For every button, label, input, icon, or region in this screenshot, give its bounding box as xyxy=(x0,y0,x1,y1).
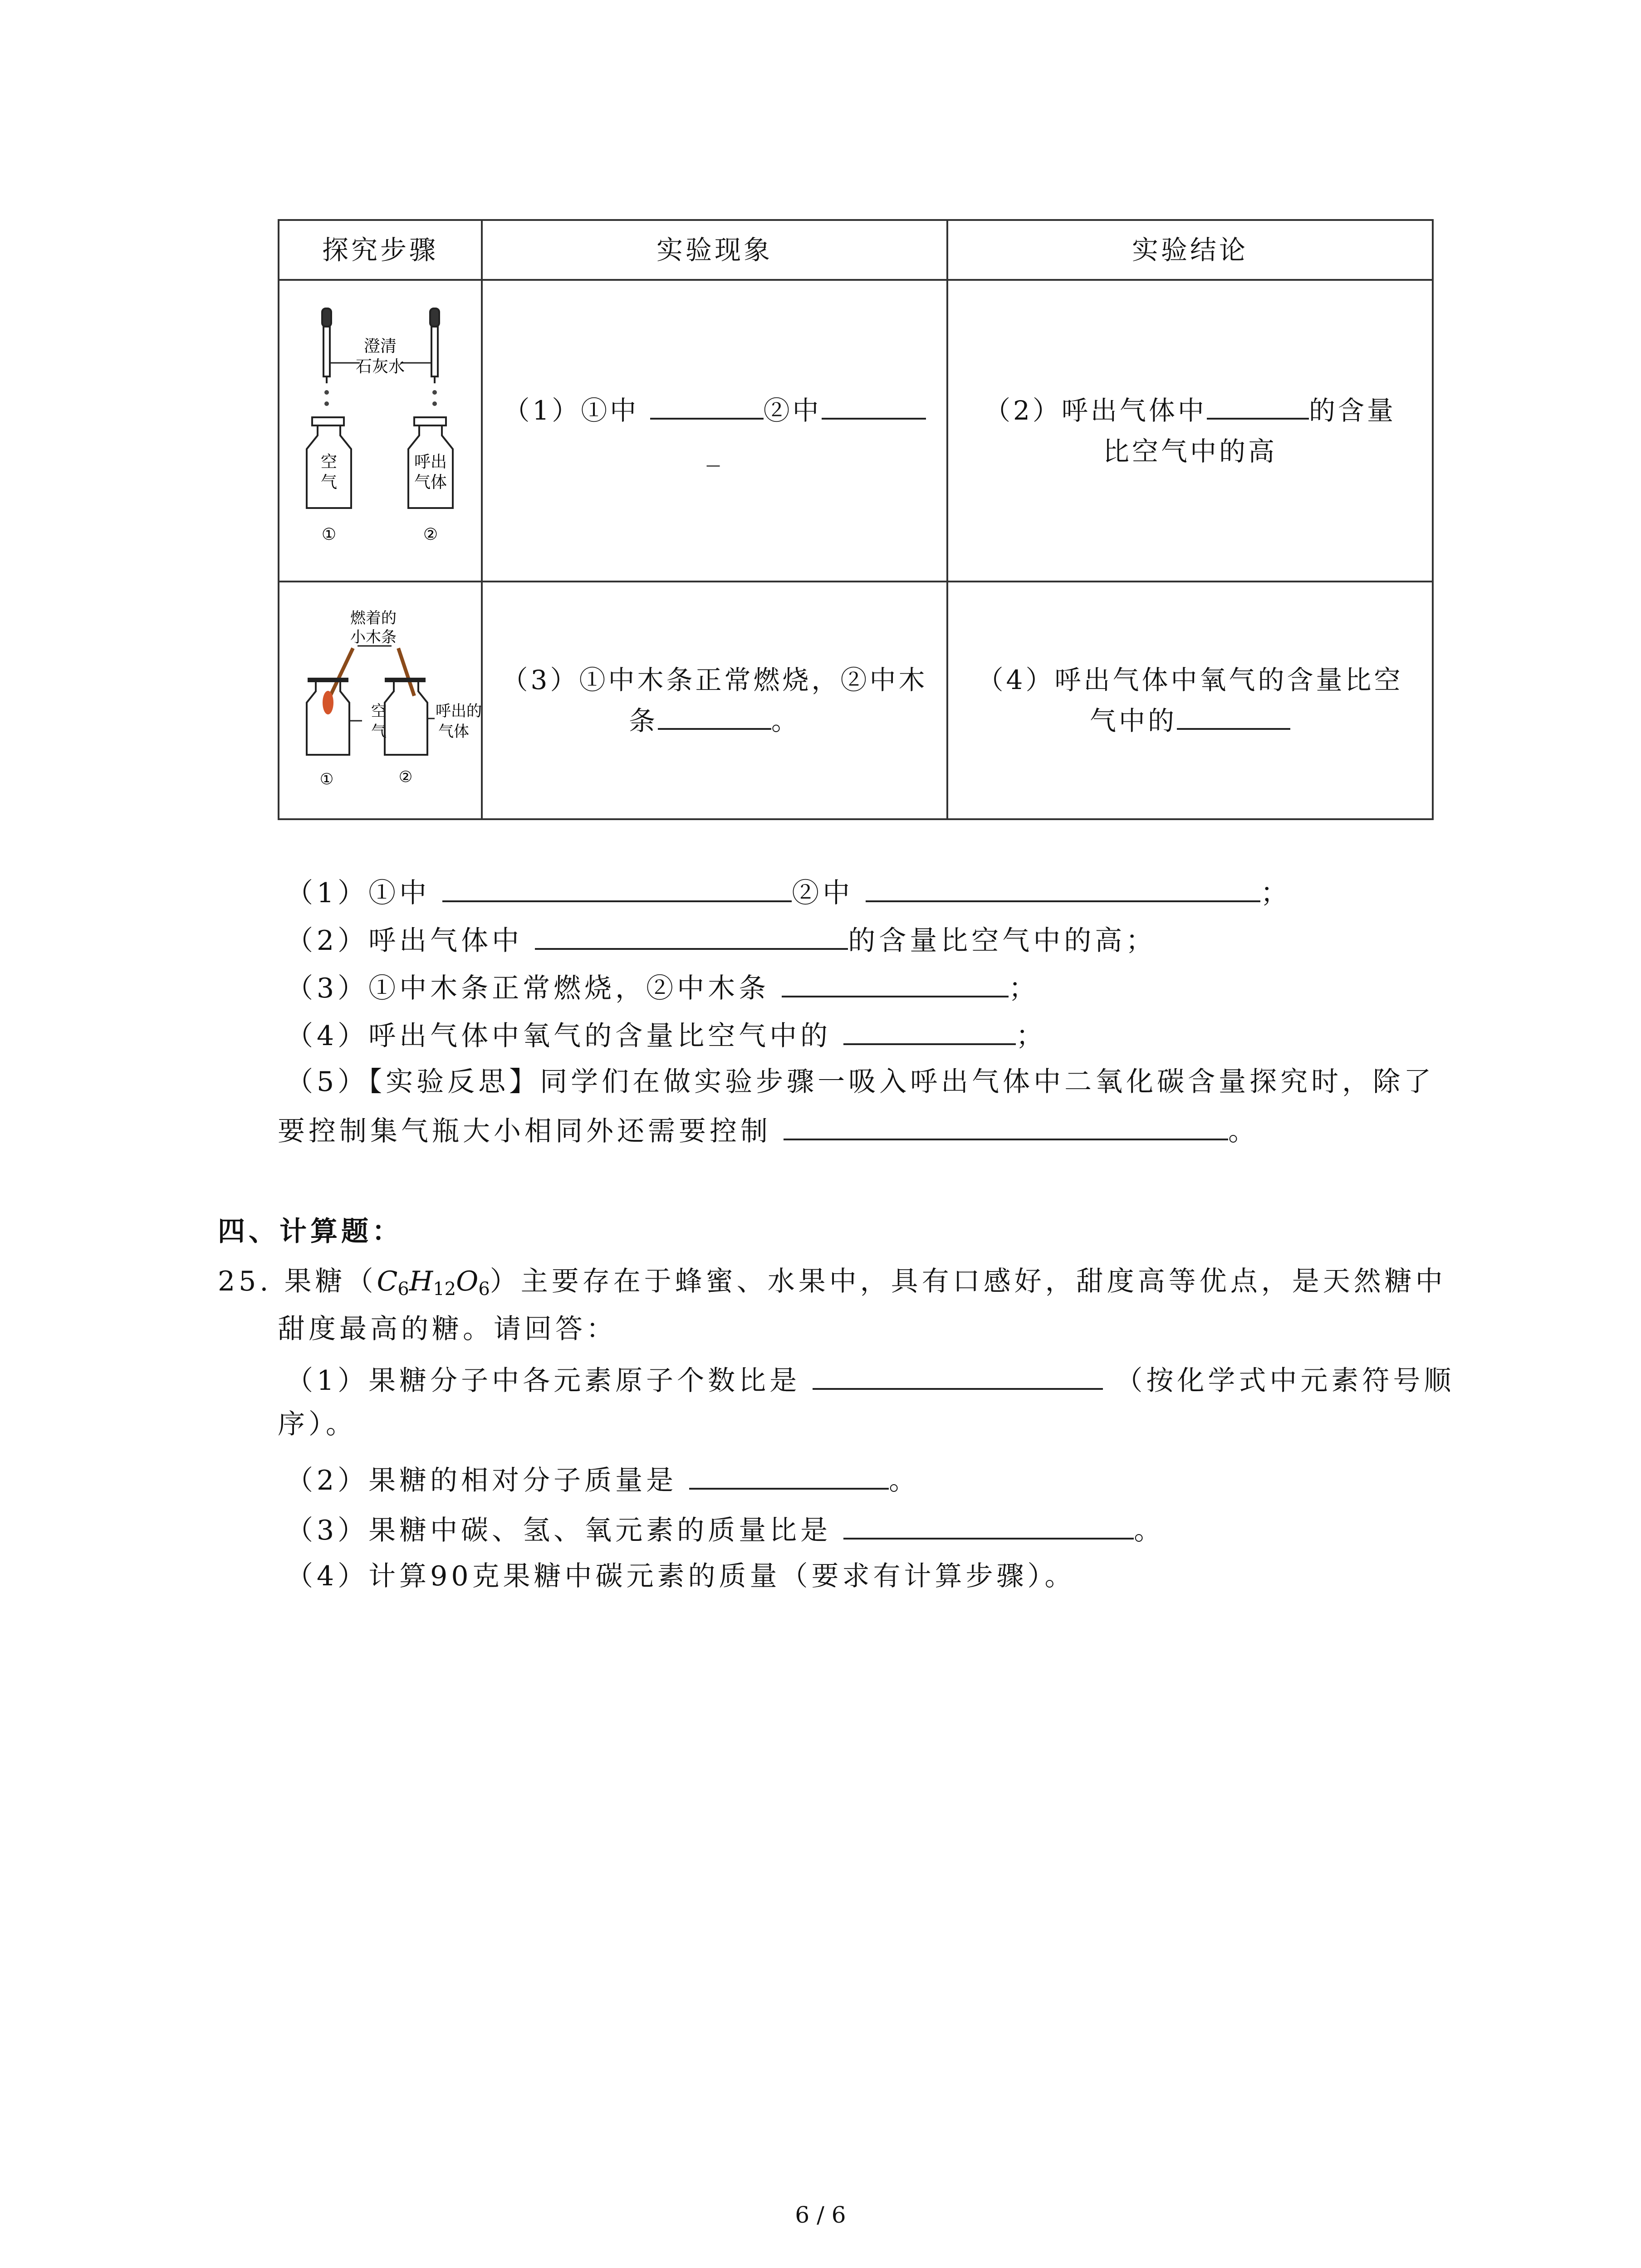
limewater-figure-cell xyxy=(279,280,482,582)
question-text: （2）果糖的相对分子质量是 xyxy=(286,1465,677,1496)
conclusion-text: 气中的 xyxy=(1089,705,1177,736)
dropper-icon xyxy=(322,308,331,383)
bottle-number: ① xyxy=(319,771,334,788)
answer-blank[interactable] xyxy=(866,873,1260,902)
question-25-line-2 xyxy=(278,1311,617,1347)
phenomenon-cell-1 xyxy=(482,280,947,582)
sub-question-2 xyxy=(286,1461,920,1499)
question-text: ； xyxy=(1009,973,1040,1004)
answer-blank[interactable] xyxy=(782,968,1009,997)
sub-question-1b xyxy=(278,1406,357,1442)
conclusion-text: 的含量 xyxy=(1308,395,1396,426)
answer-blank[interactable] xyxy=(442,873,792,902)
answer-line-4 xyxy=(286,1016,1047,1054)
stick-label: 小木条 xyxy=(350,629,397,646)
bottle-number: ① xyxy=(321,524,337,543)
answer-blank[interactable] xyxy=(1177,702,1290,730)
table-row xyxy=(279,582,1433,819)
burning-stick-figure xyxy=(294,605,482,796)
flame-icon xyxy=(323,691,333,714)
answer-line-5 xyxy=(286,1064,1435,1100)
phenomenon-text: 。 xyxy=(771,705,801,736)
question-text: 要控制集气瓶大小相同外还需要控制 xyxy=(278,1115,771,1147)
conclusion-text: 比空气中的高 xyxy=(1102,435,1277,467)
question-25-line-1 xyxy=(218,1263,1446,1307)
wooden-stick-icon xyxy=(330,648,353,696)
header-phenomenon: 实验现象 xyxy=(482,220,947,280)
sub-question-3 xyxy=(286,1510,1165,1549)
question-text: 。 xyxy=(889,1465,920,1496)
answer-blank[interactable] xyxy=(813,1361,1103,1390)
reagent-label: 石灰水 xyxy=(355,357,405,376)
conclusion-cell-2 xyxy=(947,582,1433,819)
stick-label: 燃着的 xyxy=(350,610,397,627)
bottle-label: 呼出的 xyxy=(436,703,482,720)
chemical-formula: $C_6H_{12}O_6$ xyxy=(377,1266,490,1300)
question-text: （3）果糖中碳、氢、氧元素的质量比是 xyxy=(286,1515,832,1546)
answer-line-3 xyxy=(286,968,1039,1007)
limewater-bottles-figure xyxy=(299,304,462,558)
question-text: （5）【实验反思】同学们在做实验步骤一吸入呼出气体中二氧化碳含量探究时，除了 xyxy=(286,1066,1435,1098)
header-conclusion: 实验结论 xyxy=(947,220,1433,280)
conclusion-text: （4）呼出气体中氧气的含量比空 xyxy=(977,665,1403,695)
question-text: （1）①中 xyxy=(286,877,431,909)
burning-stick-figure-cell xyxy=(279,582,482,819)
sub-question-4 xyxy=(286,1558,1076,1594)
answer-blank[interactable] xyxy=(535,921,848,950)
answer-blank[interactable] xyxy=(822,391,926,420)
question-text: （4）计算90克果糖中碳元素的质量（要求有计算步骤）。 xyxy=(286,1560,1076,1592)
sub-question-1 xyxy=(286,1361,1455,1399)
phenomenon-cell-2 xyxy=(482,582,947,819)
answer-blank[interactable] xyxy=(650,391,764,420)
reagent-label: 澄清 xyxy=(363,336,397,355)
answer-blank[interactable] xyxy=(843,1510,1134,1540)
question-text: 序）。 xyxy=(278,1408,357,1440)
question-text: （3）①中木条正常燃烧，②中木条 xyxy=(286,973,770,1004)
wooden-stick-icon xyxy=(398,648,414,696)
bottle-label: 气体 xyxy=(414,472,447,491)
question-text: 。 xyxy=(1228,1115,1259,1147)
question-text: ； xyxy=(1016,1020,1047,1052)
phenomenon-text: （1）①中 xyxy=(503,395,639,426)
page-number: 6 / 6 xyxy=(795,2202,846,2228)
question-text: 。 xyxy=(1134,1515,1165,1546)
answer-blank[interactable] xyxy=(784,1111,1228,1140)
bottle-label: 气 xyxy=(371,723,387,740)
answer-blank[interactable] xyxy=(843,1016,1016,1045)
question-text: ②中 xyxy=(792,877,854,909)
experiment-table xyxy=(278,219,1434,820)
question-text: 的含量比空气中的高； xyxy=(848,925,1157,957)
phenomenon-text: （3）①中木条正常燃烧，②中木 xyxy=(501,665,928,695)
phenomenon-text: 条 xyxy=(628,705,658,736)
question-text: ； xyxy=(1260,877,1292,909)
answer-line-5b xyxy=(278,1111,1259,1149)
gas-bottle-icon xyxy=(385,682,427,755)
bottle-number: ② xyxy=(423,524,438,543)
bottle-label: 气体 xyxy=(438,723,469,740)
bottle-label: 呼出 xyxy=(414,452,447,471)
question-text: （按化学式中元素符号顺 xyxy=(1115,1365,1455,1397)
conclusion-cell-1 xyxy=(947,280,1433,582)
dropper-icon xyxy=(430,308,439,383)
question-text: 甜度最高的糖。请回答： xyxy=(278,1313,617,1345)
answer-blank[interactable] xyxy=(1207,391,1309,420)
phenomenon-text: ②中 xyxy=(763,395,822,426)
question-text: （1）果糖分子中各元素原子个数比是 xyxy=(286,1365,801,1397)
table-header-row xyxy=(279,220,1433,280)
header-step: 探究步骤 xyxy=(279,220,482,280)
bottle-number: ② xyxy=(398,768,413,786)
question-text: ）主要存在于蜂蜜、水果中，具有口感好，甜度高等优点，是天然糖中 xyxy=(490,1266,1446,1297)
phenomenon-text: _ xyxy=(706,435,723,467)
answer-blank[interactable] xyxy=(658,702,771,730)
answer-line-1 xyxy=(286,873,1291,911)
bottle-label: 空 xyxy=(371,703,387,720)
bottle-label: 空 xyxy=(320,452,338,471)
question-text: 果糖（ xyxy=(284,1266,377,1297)
bottle-label: 气 xyxy=(320,472,338,491)
answer-blank[interactable] xyxy=(689,1461,889,1490)
section-heading: 四、计算题： xyxy=(218,1216,403,1247)
question-text: （4）呼出气体中氧气的含量比空气中的 xyxy=(286,1020,832,1052)
question-number: 25. xyxy=(218,1266,272,1297)
question-text: （2）呼出气体中 xyxy=(286,925,523,957)
answer-line-2 xyxy=(286,921,1156,959)
conclusion-text: （2）呼出气体中 xyxy=(984,395,1207,426)
table-row xyxy=(279,280,1433,582)
